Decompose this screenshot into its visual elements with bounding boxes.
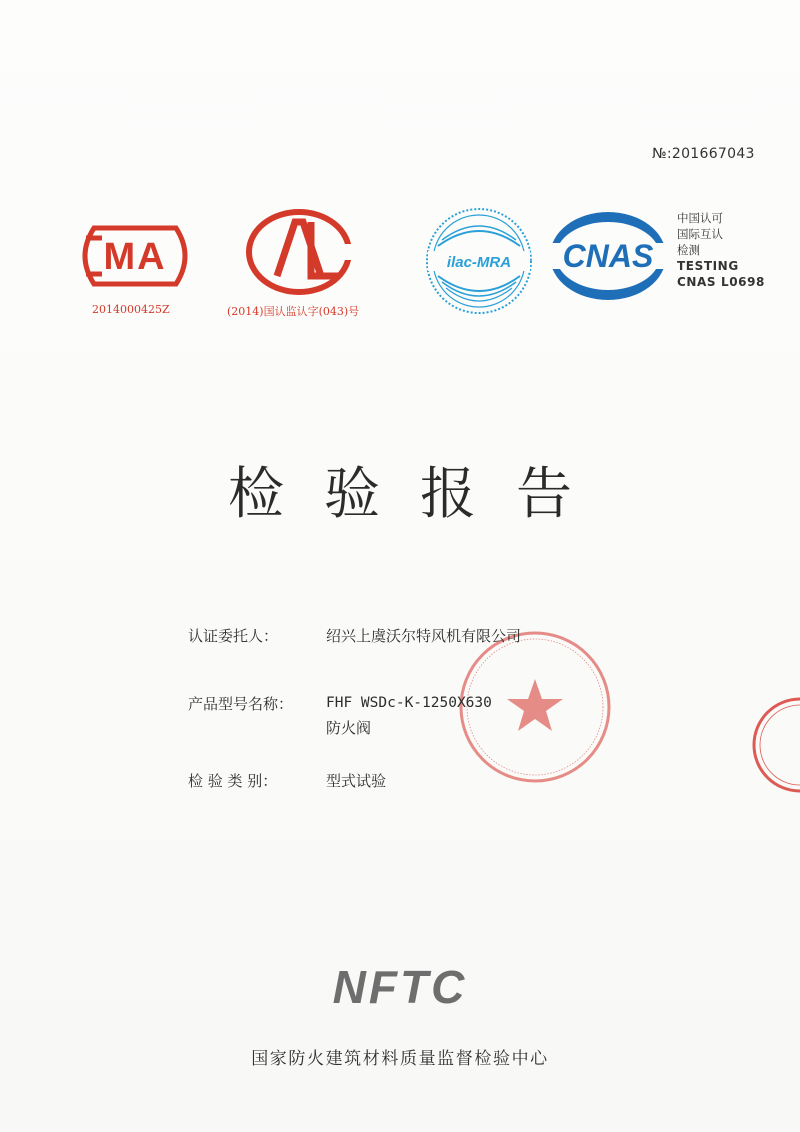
svg-text:CNAS: CNAS bbox=[562, 238, 654, 274]
test-type-row bbox=[188, 770, 386, 791]
model-row bbox=[188, 693, 492, 738]
nftc-logo: NFTC bbox=[332, 961, 468, 1013]
issuing-organization: 国家防火建筑材料质量监督检验中心 bbox=[251, 1049, 549, 1069]
model-number: FHF WSDc-K-1250X630 bbox=[326, 695, 492, 711]
model-label: 产品型号名称： bbox=[188, 695, 294, 713]
cnas-logo bbox=[546, 207, 670, 305]
cnas-line: 国际互认 bbox=[677, 227, 723, 241]
test-type-label: 检 验 类 别： bbox=[188, 772, 278, 790]
report-title: 检验报告 bbox=[228, 462, 612, 527]
client-row bbox=[188, 625, 521, 646]
cnas-line: 中国认可 bbox=[677, 211, 723, 225]
product-name: 防火阀 bbox=[326, 719, 372, 737]
client-label: 认证委托人： bbox=[188, 627, 279, 645]
cma-logo bbox=[72, 224, 198, 288]
cnas-line: TESTING bbox=[677, 259, 739, 273]
model-value bbox=[326, 693, 492, 738]
cnas-line: 检测 bbox=[677, 243, 700, 257]
cma-caption: 2014000425Z bbox=[92, 303, 170, 316]
ilac-mra-logo bbox=[424, 206, 534, 316]
cnas-accreditation-text bbox=[677, 210, 765, 290]
cnas-line: CNAS L0698 bbox=[677, 275, 766, 289]
svg-text:MA: MA bbox=[103, 236, 167, 278]
test-type-value: 型式试验 bbox=[326, 772, 387, 790]
partial-seal bbox=[752, 690, 800, 800]
report-number: №:201667043 bbox=[652, 146, 755, 162]
cal-caption: (2014)国认监认字(043)号 bbox=[227, 305, 360, 318]
client-value: 绍兴上虞沃尔特风机有限公司 bbox=[326, 627, 522, 645]
svg-text:ilac-MRA: ilac-MRA bbox=[446, 254, 512, 271]
cal-logo bbox=[243, 206, 355, 298]
